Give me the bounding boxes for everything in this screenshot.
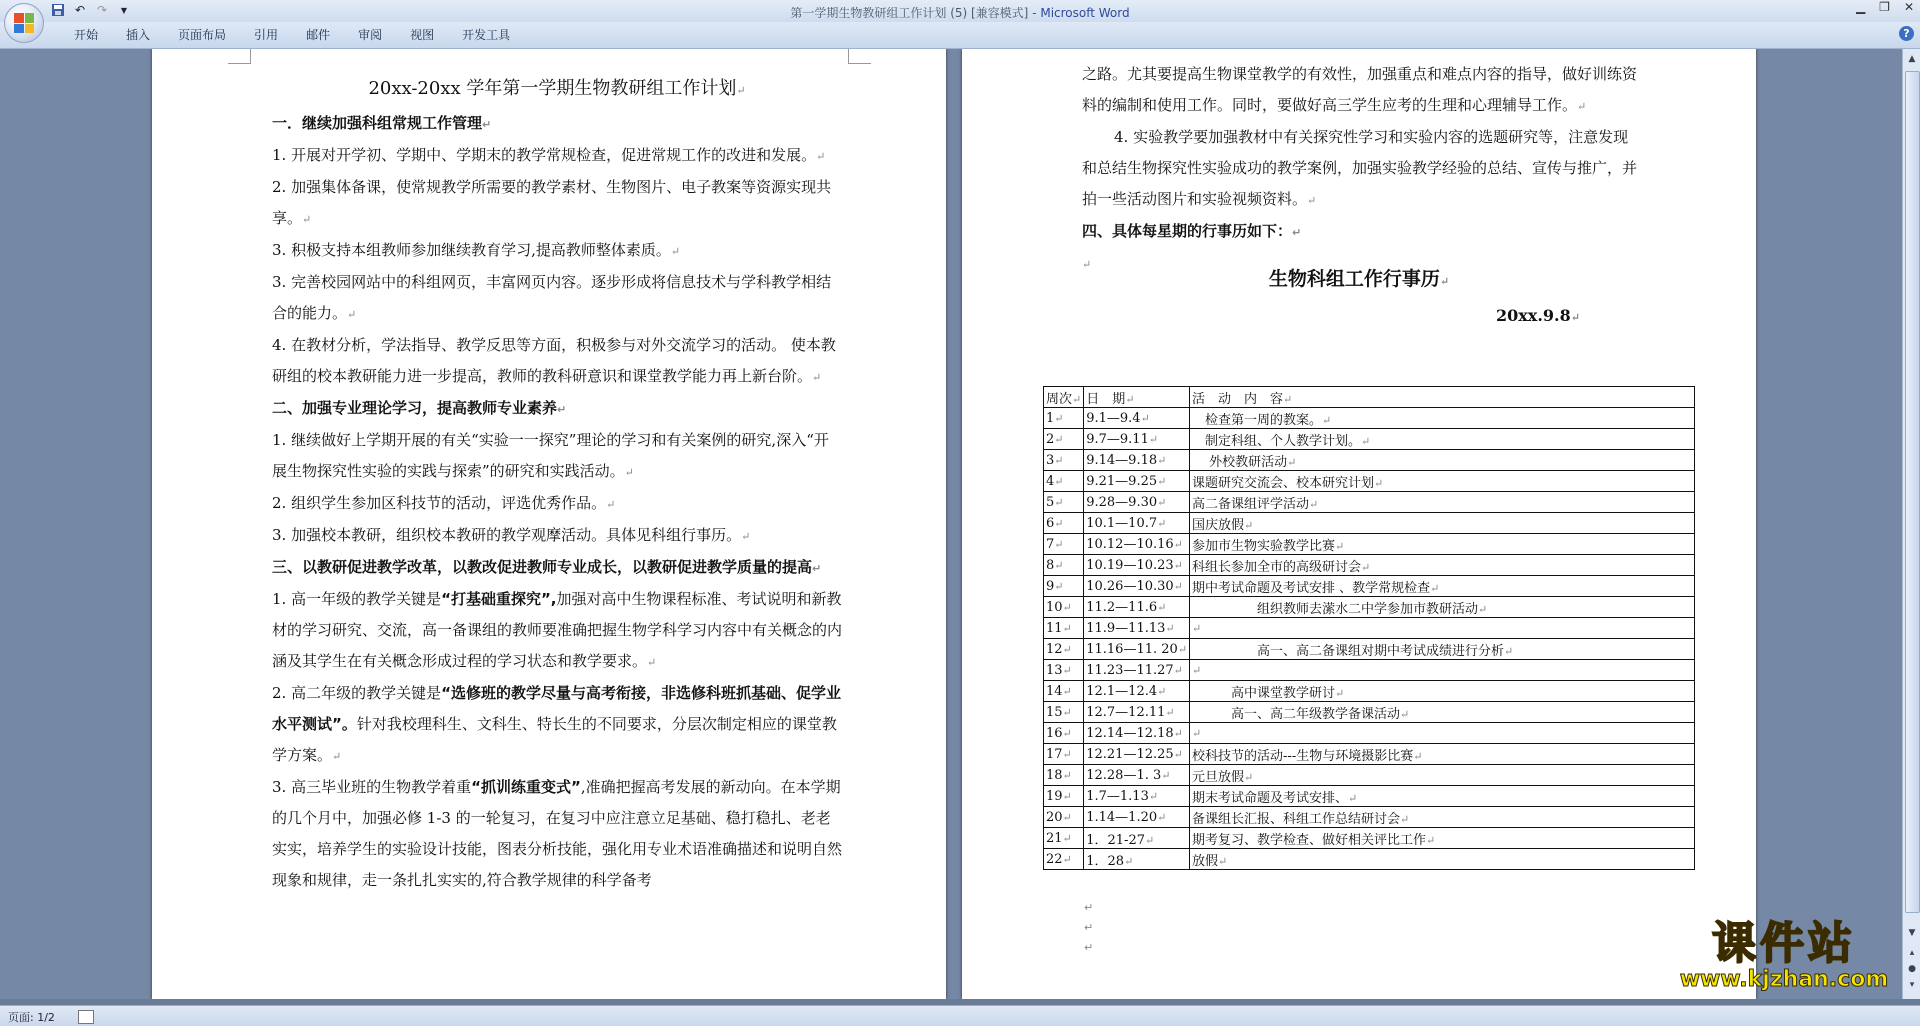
activity-cell-text: 期中考试命题及考试安排 、教学常规检查 [1192, 580, 1431, 596]
week-cell-text: 5 [1046, 494, 1055, 510]
cell-mark: ↵ [1062, 705, 1072, 719]
week-cell-text: 9 [1046, 578, 1055, 594]
vertical-scrollbar[interactable] [1902, 49, 1920, 999]
activity-cell[interactable] [1190, 786, 1695, 807]
date-cell[interactable] [1084, 660, 1190, 681]
cell-mark: ↵ [1054, 453, 1064, 467]
section-4-heading: 四、具体每星期的行事历如下：↵ [1082, 222, 1302, 240]
activity-cell-text: 制定科组、个人教学计划。 [1192, 433, 1362, 449]
cell-mark: ↵ [1374, 476, 1384, 490]
cell-mark: ↵ [1144, 833, 1155, 847]
date-cell[interactable] [1084, 828, 1190, 849]
date-cell-text: 9.1—9.4 [1086, 410, 1141, 426]
tab-references[interactable]: 引用 [254, 28, 279, 42]
week-cell[interactable] [1044, 786, 1084, 807]
week-cell-text: 21 [1046, 830, 1063, 846]
date-cell-text: 1．28 [1086, 853, 1125, 869]
activity-cell[interactable] [1190, 681, 1695, 702]
cell-mark: ↵ [1348, 791, 1358, 805]
cell-mark: ↵ [1054, 432, 1064, 446]
cell-mark: ↵ [1287, 455, 1297, 469]
activity-cell-text: 高中课堂教学研讨 [1192, 685, 1336, 701]
activity-cell-text: 期考复习、教学检查、做好相关评比工作 [1192, 832, 1427, 848]
date-cell[interactable] [1084, 849, 1190, 870]
table-row [1044, 471, 1695, 492]
activity-cell-text: 备课组长汇报、科组工作总结研讨会 [1192, 811, 1401, 827]
paragraph: 1. 继续做好上学期开展的有关“实验一一探究”理论的学习和有关案例的研究,深入“开展生物探究性实验的实践与探索”的研究和实践活动。↵ [272, 431, 829, 480]
paragraph: 之路。尤其要提高生物课堂教学的有效性，加强重点和难点内容的指导，做好训练资料的编制和使用工作。同时，要做好高三学生应考的生理和心理辅导工作。↵ [1082, 65, 1638, 114]
header-cell[interactable] [1190, 387, 1695, 408]
week-cell-text: 16 [1046, 725, 1063, 741]
table-row [1044, 513, 1695, 534]
activity-cell-text: 元旦放假 [1192, 769, 1245, 785]
activity-cell[interactable] [1190, 828, 1695, 849]
office-button[interactable] [4, 3, 44, 43]
proofing-icon[interactable] [78, 1010, 94, 1024]
date-cell-text: 9.21—9.25 [1086, 473, 1158, 489]
table-header-row [1044, 387, 1695, 408]
next-page-icon[interactable]: ▾ [1909, 980, 1915, 990]
date-cell-text: 11.2—11.6 [1086, 599, 1158, 615]
schedule-table[interactable] [1043, 386, 1695, 870]
cell-mark: ↵ [1322, 413, 1332, 427]
date-cell[interactable] [1084, 492, 1190, 513]
title-bar [0, 0, 1920, 23]
week-cell[interactable] [1044, 702, 1084, 723]
cell-mark: ↵ [1413, 749, 1423, 763]
activity-cell[interactable] [1190, 576, 1695, 597]
cell-mark: ↵ [1054, 516, 1064, 530]
cell-mark: ↵ [1165, 705, 1175, 719]
table-row [1044, 429, 1695, 450]
cell-mark: ↵ [1157, 516, 1167, 530]
cell-mark: ↵ [1335, 539, 1345, 553]
week-cell-text: 10 [1046, 599, 1063, 615]
tab-home[interactable]: 开始 [74, 28, 99, 42]
header-cell-text: 活 动 内 容 [1192, 391, 1284, 407]
section-2-heading: 二、加强专业理论学习，提高教师专业素养↵ [272, 399, 567, 417]
ribbon-tab-bar [0, 22, 1920, 49]
cell-mark: ↵ [1173, 537, 1183, 551]
activity-cell[interactable] [1190, 534, 1695, 555]
cell-mark: ↵ [1283, 392, 1293, 406]
date-cell[interactable] [1084, 723, 1190, 744]
paragraph: 1. 高一年级的教学关键是“打基础重探究”,加强对高中生物课程标准、考试说明和新教材的学习研究、交流，高一备课组的教师要准确把握生物学科学习内容中有关概念的内涵及其学生在有关概念形成过程的学习状态和教学要求。↵ [272, 590, 843, 670]
paragraph: 3. 完善校园网站中的科组网页，丰富网页内容。逐步形成将信息技术与学科教学相结合的能力。↵ [272, 273, 832, 322]
cell-mark: ↵ [1054, 537, 1064, 551]
table-row [1044, 408, 1695, 429]
cell-mark: ↵ [1062, 789, 1072, 803]
table-row [1044, 576, 1695, 597]
cell-mark: ↵ [1062, 852, 1072, 866]
scroll-up-icon[interactable]: ▲ [1908, 54, 1916, 64]
cell-mark: ↵ [1173, 558, 1183, 572]
date-cell-text: 9.7—9.11 [1086, 431, 1149, 447]
cell-mark: ↵ [1400, 812, 1410, 826]
header-cell[interactable] [1084, 387, 1190, 408]
paragraph-mark: ↵ [1084, 941, 1094, 954]
table-row [1044, 765, 1695, 786]
date-cell-text: 10.19—10.23 [1086, 557, 1174, 573]
undo-icon[interactable]: ↶ [74, 3, 86, 17]
cell-mark: ↵ [1062, 810, 1072, 824]
activity-cell[interactable] [1190, 597, 1695, 618]
cell-mark: ↵ [1157, 600, 1167, 614]
week-cell[interactable] [1044, 555, 1084, 576]
activity-cell[interactable] [1190, 723, 1695, 744]
document-name: 第一学期生物教研组工作计划 (5) [兼容模式] [790, 6, 1029, 20]
cell-mark: ↵ [1244, 770, 1254, 784]
scroll-down-icon[interactable]: ▼ [1908, 928, 1916, 938]
cell-mark: ↵ [1478, 602, 1488, 616]
date-cell[interactable] [1084, 534, 1190, 555]
activity-cell-text: 高一、高二备课组对期中考试成绩进行分析 [1192, 643, 1505, 659]
table-row [1044, 786, 1695, 807]
date-cell[interactable] [1084, 618, 1190, 639]
paragraph-mark: ↵ [1084, 921, 1094, 934]
table-row [1044, 681, 1695, 702]
cell-mark: ↵ [1504, 644, 1514, 658]
restore-icon[interactable]: ❐ [1879, 0, 1890, 14]
cell-mark: ↵ [1173, 726, 1183, 740]
cell-mark: ↵ [1062, 621, 1072, 635]
cell-mark: ↵ [1157, 495, 1167, 509]
date-cell-text: 12.28—1. 3 [1086, 767, 1162, 783]
date-cell-text: 9.14—9.18 [1086, 452, 1158, 468]
margin-corner-marker [228, 49, 251, 64]
cell-mark: ↵ [1157, 684, 1167, 698]
window-title [0, 4, 1920, 21]
paragraph: 3. 加强校本教研，组织校本教研的教学观摩活动。具体见科组行事历。↵ [272, 526, 751, 544]
watermark-url: www.kjzhan.com [1679, 967, 1889, 992]
week-cell-text: 17 [1046, 746, 1063, 762]
redo-icon[interactable]: ↷ [96, 3, 108, 17]
week-cell-text: 13 [1046, 662, 1063, 678]
header-cell-text: 周次 [1046, 391, 1073, 407]
cell-mark: ↵ [1054, 558, 1064, 572]
cell-mark: ↵ [1062, 684, 1072, 698]
week-cell[interactable] [1044, 408, 1084, 429]
table-row [1044, 702, 1695, 723]
tab-insert[interactable]: 插入 [126, 28, 151, 42]
cell-mark: ↵ [1062, 768, 1072, 782]
date-cell[interactable] [1084, 408, 1190, 429]
paragraph: 2. 高二年级的教学关键是“选修班的教学尽量与高考衔接，非选修科班抓基础、促学业水平测试”。针对我校理科生、文科生、特长生的不同要求，分层次制定相应的课堂教学方案。↵ [272, 684, 841, 764]
header-cell[interactable] [1044, 387, 1084, 408]
table-row [1044, 744, 1695, 765]
app-name: Microsoft Word [1040, 6, 1130, 20]
cell-mark: ↵ [1062, 831, 1072, 845]
week-cell-text: 12 [1046, 641, 1063, 657]
tab-view[interactable]: 视图 [410, 28, 435, 42]
cell-mark: ↵ [1309, 497, 1319, 511]
table-row [1044, 807, 1695, 828]
close-icon[interactable]: ✕ [1903, 0, 1914, 14]
activity-cell[interactable] [1190, 492, 1695, 513]
cell-mark: ↵ [1173, 579, 1183, 593]
week-cell-text: 4 [1046, 473, 1055, 489]
empty-paragraph: ↵ [1082, 258, 1092, 271]
date-cell-text: 10.12—10.16 [1086, 536, 1174, 552]
date-cell[interactable] [1084, 702, 1190, 723]
cell-mark: ↵ [1173, 663, 1183, 677]
activity-cell[interactable] [1190, 555, 1695, 576]
cell-mark: ↵ [1173, 747, 1183, 761]
activity-cell-text: 期末考试命题及考试安排、 [1192, 790, 1349, 806]
cell-mark: ↵ [1062, 663, 1072, 677]
week-cell-text: 15 [1046, 704, 1063, 720]
week-cell[interactable] [1044, 534, 1084, 555]
date-cell-text: 9.28—9.30 [1086, 494, 1158, 510]
activity-cell[interactable] [1190, 513, 1695, 534]
table-row [1044, 849, 1695, 870]
week-cell[interactable] [1044, 597, 1084, 618]
date-cell[interactable] [1084, 471, 1190, 492]
week-cell-text: 1 [1046, 410, 1055, 426]
cell-mark: ↵ [1426, 833, 1436, 847]
date-cell-text: 12.7—12.11 [1086, 704, 1166, 720]
week-cell[interactable] [1044, 807, 1084, 828]
cell-mark: ↵ [1148, 789, 1159, 803]
table-row [1044, 618, 1695, 639]
week-cell[interactable] [1044, 513, 1084, 534]
cell-mark: ↵ [1177, 642, 1188, 656]
status-bar [0, 1005, 1920, 1026]
week-cell[interactable] [1044, 492, 1084, 513]
paragraph: 4. 实验教学要加强教材中有关探究性学习和实验内容的选题研究等，注意发现和总结生物探究性实验成功的教学案例，加强实验教学经验的总结、宣传与推广，并拍一些活动图片和实验视频资料。↵ [1082, 128, 1638, 208]
cell-mark: ↵ [1157, 810, 1167, 824]
table-row [1044, 597, 1695, 618]
cell-mark: ↵ [1157, 453, 1167, 467]
activity-cell[interactable] [1190, 744, 1695, 765]
customize-toolbar-icon[interactable]: ▼ [120, 5, 128, 15]
cell-mark: ↵ [1054, 474, 1064, 488]
activity-cell-text: 放假 [1192, 853, 1219, 869]
date-cell-text: 11.23—11.27 [1086, 662, 1174, 678]
activity-cell-text: 校科技节的活动---生物与环境摄影比赛 [1192, 748, 1414, 764]
date-cell-text: 1.7—1.13 [1086, 788, 1149, 804]
date-cell[interactable] [1084, 576, 1190, 597]
page-1-text[interactable] [272, 73, 842, 896]
cell-mark: ↵ [1054, 495, 1064, 509]
activity-cell-text: 高二备课组评学活动 [1192, 496, 1310, 512]
week-cell-text: 3 [1046, 452, 1055, 468]
cell-mark: ↵ [1125, 392, 1135, 406]
week-cell[interactable] [1044, 681, 1084, 702]
minimize-icon[interactable]: ▁ [1855, 0, 1866, 14]
cell-mark: ↵ [1124, 854, 1134, 868]
table-row [1044, 723, 1695, 744]
activity-cell-text: 课题研究交流会、校本研究计划 [1192, 475, 1375, 491]
cell-mark: ↵ [1148, 432, 1159, 446]
week-cell-text: 20 [1046, 809, 1063, 825]
cell-mark: ↵ [1335, 686, 1345, 700]
cell-mark: ↵ [1054, 411, 1064, 425]
document-title: 20xx-20xx 学年第一学期生物教研组工作计划↵ [368, 78, 746, 99]
week-cell[interactable] [1044, 450, 1084, 471]
table-row [1044, 639, 1695, 660]
week-cell-text: 11 [1046, 620, 1063, 636]
week-cell[interactable] [1044, 849, 1084, 870]
week-cell-text: 14 [1046, 683, 1063, 699]
page-count[interactable]: 页面: 1/2 [8, 1011, 55, 1024]
date-cell[interactable] [1084, 681, 1190, 702]
cell-mark: ↵ [1161, 768, 1171, 782]
help-button[interactable]: ? [1899, 26, 1914, 41]
date-cell-text: 12.1—12.4 [1086, 683, 1158, 699]
week-cell[interactable] [1044, 576, 1084, 597]
activity-cell[interactable] [1190, 702, 1695, 723]
date-cell[interactable] [1084, 555, 1190, 576]
date-cell-text: 12.21—12.25 [1086, 746, 1174, 762]
watermark-text: 课件站 [1712, 918, 1856, 969]
page-2-text[interactable] [1082, 59, 1642, 280]
date-cell[interactable] [1084, 765, 1190, 786]
date-cell[interactable] [1084, 807, 1190, 828]
activity-cell[interactable] [1190, 429, 1695, 450]
date-cell-text: 12.14—12.18 [1086, 725, 1174, 741]
header-cell-text: 日 期 [1086, 391, 1126, 407]
week-cell[interactable] [1044, 828, 1084, 849]
cell-mark: ↵ [1361, 434, 1371, 448]
cell-mark: ↵ [1218, 854, 1228, 868]
cell-mark: ↵ [1062, 726, 1072, 740]
cell-mark: ↵ [1165, 621, 1175, 635]
date-cell[interactable] [1084, 450, 1190, 471]
trailing-paragraph-marks [1084, 898, 1093, 958]
date-cell[interactable] [1084, 639, 1190, 660]
cell-mark: ↵ [1430, 581, 1440, 595]
activity-cell[interactable] [1190, 660, 1695, 681]
date-cell[interactable] [1084, 597, 1190, 618]
watermark-logo [1664, 920, 1904, 992]
cell-mark: ↵ [1140, 411, 1150, 425]
date-cell[interactable] [1084, 786, 1190, 807]
week-cell-text: 19 [1046, 788, 1063, 804]
date-cell-text: 1.14—1.20 [1086, 809, 1158, 825]
cell-mark: ↵ [1054, 579, 1064, 593]
page-1 [152, 49, 946, 999]
activity-cell-text: 外校教研活动 [1192, 454, 1288, 470]
date-cell-text: 11.9—11.13 [1086, 620, 1166, 636]
table-row [1044, 828, 1695, 849]
activity-cell[interactable] [1190, 807, 1695, 828]
week-cell-text: 22 [1046, 851, 1063, 867]
activity-cell-text: 国庆放假 [1192, 517, 1245, 533]
week-cell-text: 8 [1046, 557, 1055, 573]
activity-cell[interactable] [1190, 408, 1695, 429]
activity-cell-text: 高一、高二年级教学备课活动 [1192, 706, 1401, 722]
table-row [1044, 450, 1695, 471]
activity-cell-text: 参加市生物实验教学比赛 [1192, 538, 1336, 554]
paragraph: 2. 组织学生参加区科技节的活动，评选优秀作品。↵ [272, 494, 616, 512]
ribbon-tabs [60, 27, 524, 43]
cell-mark: ↵ [1400, 707, 1410, 721]
tab-page-layout[interactable]: 页面布局 [178, 28, 227, 42]
week-cell-text: 2 [1046, 431, 1055, 447]
week-cell-text: 18 [1046, 767, 1063, 783]
cell-mark: ↵ [1062, 747, 1072, 761]
cell-mark: ↵ [1192, 621, 1202, 635]
paragraph: 4. 在教材分析，学法指导、教学反思等方面，积极参与对外交流学习的活动。 使本教研组的校本教研能力进一步提高，教师的教科研意识和课堂教学能力再上新台阶。↵ [272, 336, 836, 385]
date-cell[interactable] [1084, 744, 1190, 765]
tab-review[interactable]: 审阅 [358, 28, 383, 42]
paragraph: 2. 加强集体备课，使常规教学所需要的教学素材、生物图片、电子教案等资源实现共享。↵ [272, 178, 832, 227]
week-cell[interactable] [1044, 744, 1084, 765]
calendar-title: 生物科组工作行事历↵ [1268, 268, 1450, 290]
section-3-heading: 三、以教研促进教学改革，以教改促进教师专业成长，以教研促进教学质量的提高↵ [272, 558, 822, 576]
paragraph: 3. 高三毕业班的生物教学着重“抓训练重变式”,准确把握高考发展的新动向。在本学期的几个月中，加强必修 1-3 的一轮复习，在复习中应注意立足基础、稳打稳扎、老老实实，培养学生的实验设计技能，图表分析技能，强化用专业术语准确描述和说明自然现象和规律，走一条扎扎实实的,符合教学规律的科学备考 [272, 778, 843, 889]
activity-cell[interactable] [1190, 765, 1695, 786]
activity-cell-text: 检查第一周的教案。 [1192, 412, 1323, 428]
activity-cell[interactable] [1190, 639, 1695, 660]
activity-cell[interactable] [1190, 849, 1695, 870]
date-cell-text: 10.26—10.30 [1086, 578, 1174, 594]
margin-corner-marker [848, 49, 871, 64]
cell-mark: ↵ [1157, 474, 1167, 488]
week-cell[interactable] [1044, 618, 1084, 639]
date-cell-text: 1．21-27 [1086, 832, 1145, 848]
week-cell[interactable] [1044, 471, 1084, 492]
cell-mark: ↵ [1192, 726, 1202, 740]
week-cell-text: 7 [1046, 536, 1055, 552]
date-cell-text: 11.16—11. 20 [1086, 641, 1178, 657]
browse-object-icon[interactable]: ● [1908, 964, 1916, 974]
date-cell-text: 10.1—10.7 [1086, 515, 1158, 531]
window-controls [1856, 0, 1914, 14]
tab-mailings[interactable]: 邮件 [306, 28, 331, 42]
table-row [1044, 555, 1695, 576]
week-cell[interactable] [1044, 639, 1084, 660]
tab-developer[interactable]: 开发工具 [462, 28, 511, 42]
paragraph: 1. 开展对开学初、学期中、学期末的教学常规检查，促进常规工作的改进和发展。↵ [272, 146, 826, 164]
table-row [1044, 660, 1695, 681]
activity-cell[interactable] [1190, 450, 1695, 471]
paragraph-mark: ↵ [1084, 901, 1094, 914]
cell-mark: ↵ [1244, 518, 1254, 532]
cell-mark: ↵ [1192, 663, 1202, 677]
date-cell[interactable] [1084, 429, 1190, 450]
previous-page-icon[interactable]: ▴ [1909, 948, 1915, 958]
week-cell[interactable] [1044, 765, 1084, 786]
cell-mark: ↵ [1072, 392, 1082, 406]
scrollbar-thumb[interactable] [1905, 71, 1920, 913]
table-row [1044, 492, 1695, 513]
cell-mark: ↵ [1361, 560, 1371, 574]
title-separator: - [1028, 6, 1041, 20]
week-cell[interactable] [1044, 723, 1084, 744]
cell-mark: ↵ [1062, 600, 1072, 614]
date-cell[interactable] [1084, 513, 1190, 534]
section-1-heading: 一．继续加强科组常规工作管理↵ [272, 114, 492, 132]
paragraph: 3. 积极支持本组教师参加继续教育学习,提高教师整体素质。↵ [272, 241, 681, 259]
calendar-date: 20xx.9.8↵ [1496, 306, 1580, 325]
week-cell-text: 6 [1046, 515, 1055, 531]
activity-cell[interactable] [1190, 471, 1695, 492]
week-cell[interactable] [1044, 660, 1084, 681]
activity-cell[interactable] [1190, 618, 1695, 639]
activity-cell-text: 组织教师去潆水二中学参加市教研活动 [1192, 601, 1479, 617]
activity-cell-text: 科组长参加全市的高级研讨会 [1192, 559, 1362, 575]
office-logo-icon [14, 13, 34, 33]
week-cell[interactable] [1044, 429, 1084, 450]
cell-mark: ↵ [1062, 642, 1072, 656]
table-row [1044, 534, 1695, 555]
